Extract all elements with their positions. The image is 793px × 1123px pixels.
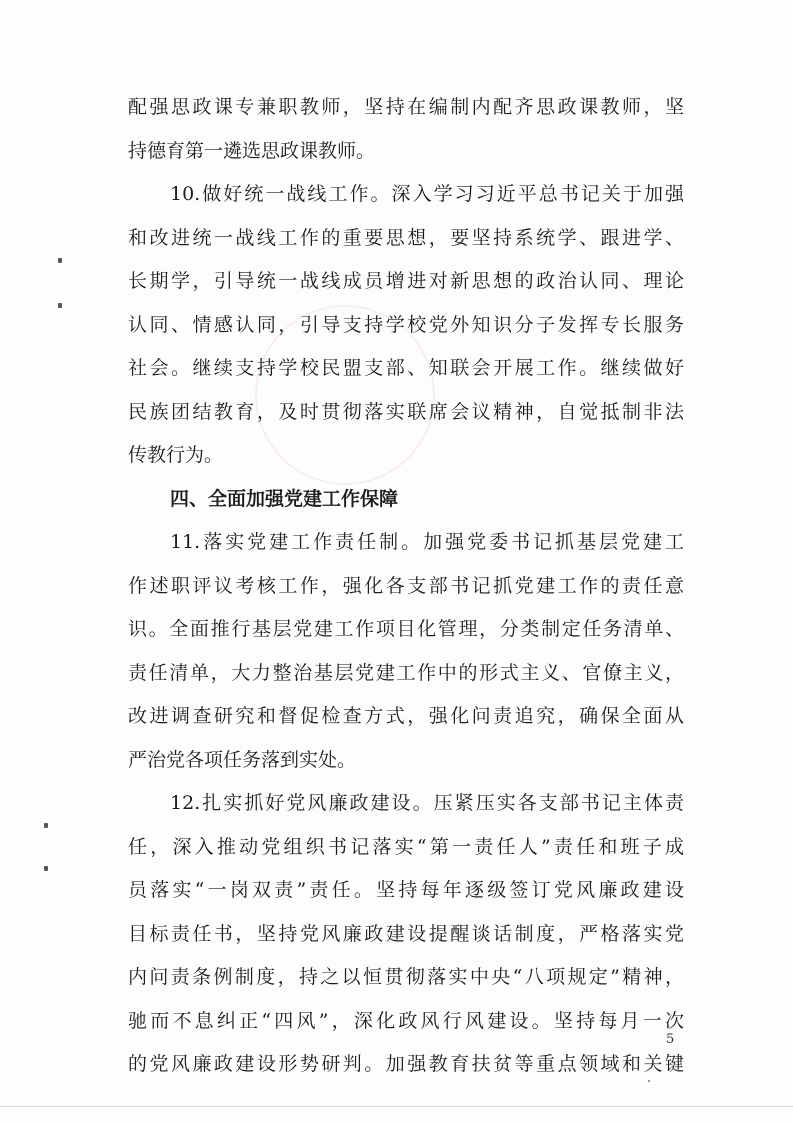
body-line: 长期学，引导统一战线成员增进对新思想的政治认同、理论 [128,270,684,292]
body-line: 任，深入推动党组织书记落实“第一责任人”责任和班子成 [128,835,684,858]
binding-hole-mark [58,258,62,263]
paragraph-10-start: 10.做好统一战线工作。深入学习习近平总书记关于加强 [170,183,684,205]
body-line: 民族团结教育，及时贯彻落实联席会议精神，自觉抵制非法 [128,400,684,423]
binding-hole-mark [44,823,48,828]
body-line: 员落实“一岗双责”责任。坚持每年逐级签订党风廉政建设 [128,879,684,901]
body-line: 和改进统一战线工作的重要思想，要坚持系统学、跟进学、 [128,226,684,249]
body-line: 严治党各项任务落到实处。 [128,748,357,771]
body-line: 内问责条例制度，持之以恒贯彻落实中央“八项规定”精神， [128,966,684,988]
page-number: 5 [666,1032,675,1047]
paragraph-12-start: 12.扎实抓好党风廉政建设。压紧压实各支部书记主体责 [170,792,684,814]
body-line: 责任清单，大力整治基层党建工作中的形式主义、官僚主义， [128,661,684,684]
body-line: 驰而不息纠正“四风”，深化政风行风建设。坚持每月一次 [128,1009,684,1032]
binding-hole-mark [44,866,48,871]
body-line: 目标责任书，坚持党风廉政建设提醒谈话制度，严格落实党 [128,922,684,945]
body-line: 作述职评议考核工作，强化各支部书记抓党建工作的责任意 [128,574,684,597]
paragraph-11-start: 11.落实党建工作责任制。加强党委书记抓基层党建工 [170,531,684,553]
document-body [128,86,684,1087]
body-line: 识。全面推行基层党建工作项目化管理，分类制定任务清单、 [128,618,684,640]
section-heading: 四、全面加强党建工作保障 [170,487,399,510]
body-line: 改进调查研究和督促检查方式，强化问责追究，确保全面从 [128,705,684,727]
body-line: 的党风廉政建设形势研判。加强教育扶贫等重点领域和关键 [128,1053,684,1075]
binding-hole-mark [58,303,62,308]
body-line: 社会。继续支持学校民盟支部、知联会开展工作。继续做好 [128,357,684,379]
scan-edge-line [0,1106,793,1107]
body-line: 配强思政课专兼职教师，坚持在编制内配齐思政课教师，坚 [128,96,684,118]
body-line: 持德育第一遴选思政课教师。 [128,139,376,162]
body-line: 认同、情感认同，引导支持学校党外知识分子发挥专长服务 [128,313,684,336]
body-line: 传教行为。 [128,444,224,466]
